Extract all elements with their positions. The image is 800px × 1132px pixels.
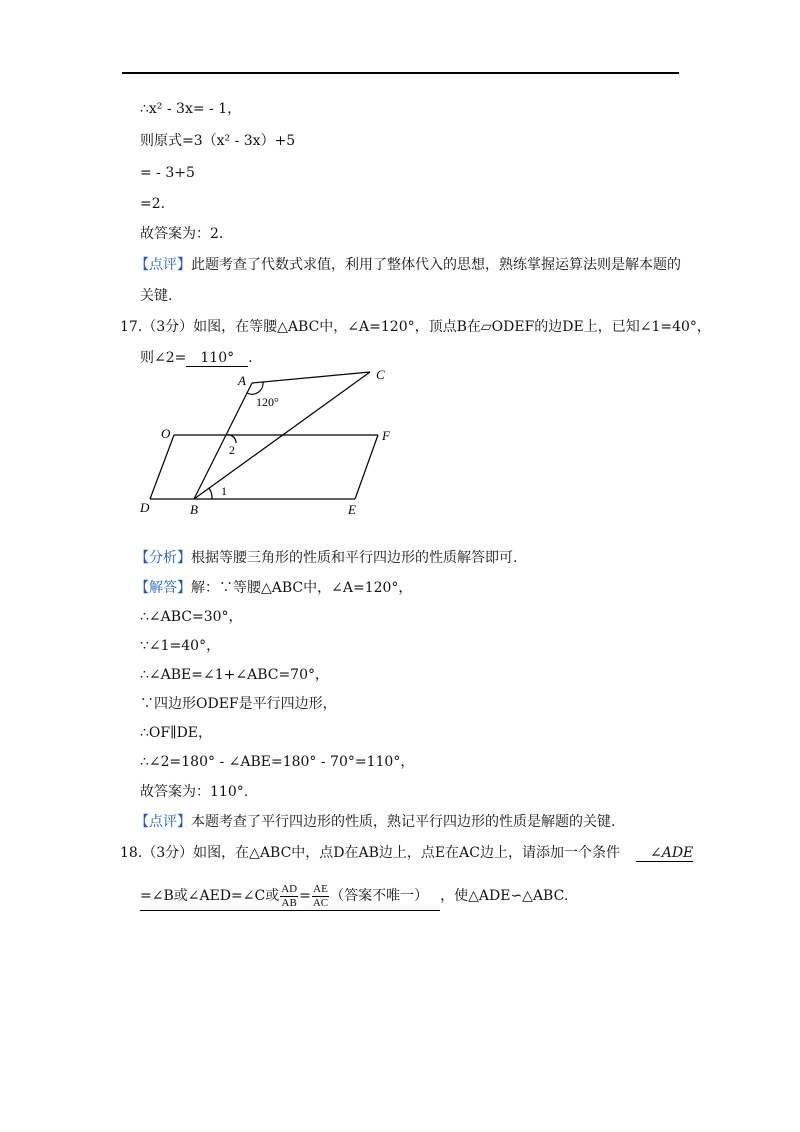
fraction-ad-ab-den: AB: [281, 896, 297, 909]
q17-review: [135, 812, 615, 832]
q18-answer-start: [636, 843, 693, 863]
segment-OD: [150, 435, 174, 499]
q18-heading: [120, 843, 693, 863]
review-tag: 【点评】: [135, 814, 191, 830]
q17-solution-line-3: ∵∠1=40°，: [140, 638, 221, 654]
fraction-ad-ab: [280, 883, 298, 910]
prev-line-1: ∴x² - 3x= - 1，: [140, 101, 242, 117]
q18-answer-part2: =∠B或∠AED=∠C或: [140, 888, 280, 904]
q17-heading: 17.（3分）如图，在等腰△ABC中，∠A=120°，顶点B在▱ODEF的边DE上，已知∠1=40°，: [120, 319, 711, 335]
angle-2-label: 2: [229, 443, 235, 457]
angle-2-arc: [226, 435, 236, 443]
prev-review-cont: 关键.: [140, 288, 173, 304]
review-tag: 【点评】: [135, 257, 191, 273]
answer-note: （答案不唯一）: [330, 888, 429, 904]
q17-solution-line-4: ∴∠ABE=∠1+∠ABC=70°，: [140, 667, 329, 683]
label-E: E: [348, 502, 356, 517]
fraction-ad-ab-num: AD: [281, 882, 298, 895]
q18-answer-blank: [140, 882, 440, 911]
prev-line-4: =2.: [140, 196, 166, 212]
segment-FE: [355, 435, 378, 499]
angle-1-label: 1: [221, 484, 227, 498]
prev-line-3: = - 3+5: [140, 165, 195, 181]
angle-1-arc: [209, 488, 212, 499]
q17-ask-suffix: .: [248, 350, 253, 366]
segment-AB: [194, 383, 252, 499]
label-C: C: [376, 367, 385, 382]
q17-solution-line-5: ∵四边形ODEF是平行四边形，: [140, 696, 337, 712]
analysis-text: 根据等腰三角形的性质和平行四边形的性质解答即可.: [191, 550, 518, 566]
label-D: D: [140, 500, 150, 515]
prev-line-5: 故答案为：2.: [140, 226, 224, 242]
angle-A-label: 120°: [256, 395, 279, 409]
q17-solution-line-8: 故答案为：110°.: [140, 784, 249, 800]
q18-answer-line: [140, 882, 568, 911]
label-B: B: [190, 502, 198, 517]
label-O: O: [161, 426, 171, 441]
segment-AC: [252, 372, 370, 383]
analysis-tag: 【分析】: [135, 550, 191, 566]
label-F: F: [382, 428, 390, 443]
q18-heading-text: 18.（3分）如图，在△ABC中，点D在AB边上，点E在AC边上，请添加一个条件: [120, 845, 620, 861]
review-text: 本题考查了平行四边形的性质，熟记平行四边形的性质是解题的关键.: [191, 814, 616, 830]
review-text: 此题考查了代数式求值，利用了整体代入的思想，熟练掌握运算法则是解本题的: [191, 257, 681, 273]
label-A: A: [238, 373, 246, 388]
equals-sign: =: [299, 888, 311, 904]
fraction-ae-ac: [312, 883, 329, 910]
q17-ask-prefix: 则∠2=: [140, 350, 187, 366]
q18-answer-part1: ∠ADE: [636, 845, 693, 862]
solution-text: 解：∵等腰△ABC中，∠A=120°，: [191, 580, 413, 596]
q17-solution-line-2: ∴∠ABC=30°，: [140, 609, 243, 625]
solution-tag: 【解答】: [135, 580, 191, 596]
q17-solution-line-6: ∴OF∥DE，: [140, 725, 213, 741]
q17-solution-line-7: ∴∠2=180° - ∠ABE=180° - 70°=110°，: [140, 754, 415, 770]
q17-solution-line-1: [135, 578, 412, 598]
q17-analysis: [135, 548, 517, 568]
fraction-ae-ac-den: AC: [312, 896, 329, 909]
prev-line-2: 则原式=3（x² - 3x）+5: [140, 133, 296, 149]
q18-tail: ，使△ADE∽△ABC.: [440, 888, 569, 904]
q17-answer: 110°: [186, 350, 248, 367]
fraction-ae-ac-num: AE: [313, 882, 328, 895]
